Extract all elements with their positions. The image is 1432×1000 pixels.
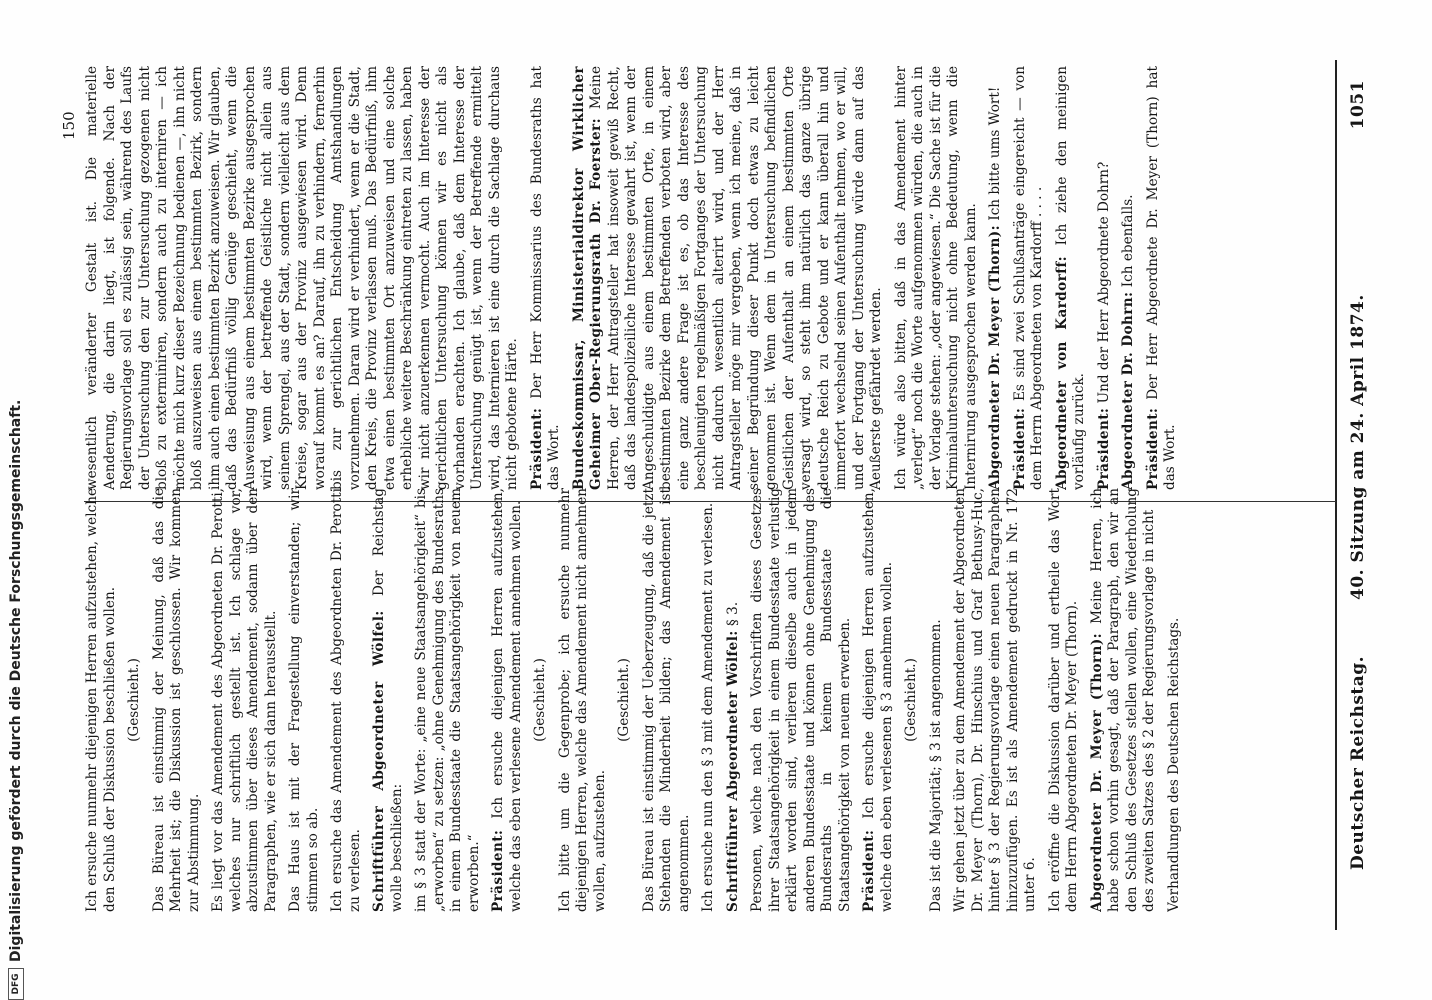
- paragraph: [1145, 66, 1180, 490]
- paragraph-text: (Geschieht.): [532, 658, 548, 742]
- paragraph-text: Ich bitte um die Gegenprobe; ich ersuche nunmehr diejenigen Herren, welche das Amendement nicht annehmen wollen, aufzustehen.: [556, 488, 608, 912]
- header-center: 40. Sitzung am 24. April 1874.: [1348, 294, 1368, 600]
- speaker-name: Abgeordneter Dr. Dohrn:: [1120, 291, 1136, 490]
- paragraph-text: Der Reichstag wolle beschließen:: [371, 488, 405, 912]
- page-header: [1348, 70, 1378, 930]
- paragraph: [641, 488, 694, 912]
- speaker-name: Abgeordneter Dr. Meyer (Thorn):: [987, 225, 1003, 490]
- paragraph: [1096, 66, 1114, 490]
- header-left: Deutscher Reichstag.: [1348, 655, 1368, 870]
- stage-direction: [903, 488, 921, 912]
- paragraph-text: (Geschieht.): [126, 658, 142, 742]
- paragraph: [928, 488, 946, 912]
- speaker-name: Präsident:: [861, 829, 877, 912]
- sheet-number: 150: [60, 111, 78, 140]
- paragraph-text: Ich ebenfalls.: [1120, 194, 1136, 288]
- paragraph: [700, 488, 718, 912]
- paragraph-text: Ich ersuche diejenigen Herren aufzustehen, welche das eben verlesene Amendement annehmen wollen.: [490, 488, 524, 912]
- paragraph-text: Meine Herren, ich habe schon vorhin gesagt, daß der Paragraph, den wir an den Schluß des Gesetzes stellen wollen, eine Wiederholung des zweiten Satzes des § 2 der Regierungsvorlage in nicht: [1088, 488, 1157, 912]
- paragraph: [151, 488, 204, 912]
- paragraph: [329, 488, 364, 912]
- paragraph: [1054, 66, 1089, 490]
- paragraph: [413, 488, 483, 912]
- paragraph: [1047, 488, 1082, 912]
- paragraph: [84, 488, 119, 912]
- paragraph: [1120, 66, 1138, 490]
- paragraph-text: Ich ersuche das Amendement des Abgeordneten Dr. Perotti zu verlesen.: [329, 488, 363, 912]
- paragraph-text: Es sind zwei Schlußanträge eingereicht — von dem Herrn Abgeordneten von Kardorff . . . .: [1011, 66, 1045, 490]
- paragraph-text: (Geschieht.): [616, 658, 632, 742]
- credit-line: [8, 0, 24, 1000]
- paragraph: [84, 66, 522, 490]
- paragraph-text: Das Büreau ist einstimmig der Ueberzeugung, daß die jetzt Stehenden die Minderheit bilden; das Amendement ist angenommen.: [640, 488, 692, 912]
- speaker-name: Schriftführer Abgeordneter Wölfel:: [724, 630, 741, 912]
- stage-direction: [126, 488, 144, 912]
- paragraph-text: Ich bitte ums Wort!: [987, 86, 1003, 221]
- speaker-name: Präsident:: [1144, 407, 1161, 490]
- paragraph-text: Wir gehen jetzt über zu dem Amendement der Abgeordneten Dr. Meyer (Thorn), Dr. Hinschius und Graf Bethusy-Huc, hinter § 3 der Regierungsvorlage einen neuen Paragraphen hinzuzufügen. Es ist als Amendement gedruckt in Nr. 172 unter 6.: [952, 488, 1038, 912]
- speaker-name: Bundeskommissar, Ministerialdirektor Wirklicher Geheimer Ober-Regierungsrath Dr. Foerster:: [570, 66, 604, 490]
- paragraph-text: Das Büreau ist einstimmig der Meinung, daß das die Mehrheit ist; die Diskussion ist geschlossen. Wir kommen zur Abstimmung.: [150, 488, 202, 912]
- speaker-name: Abgeordneter von Kardorff:: [1053, 255, 1070, 490]
- paragraph: [1012, 66, 1047, 490]
- paragraph-text: (Geschieht.): [903, 658, 919, 742]
- paragraph: [490, 488, 525, 912]
- paragraph-text: § 3.: [724, 601, 741, 626]
- speaker-name: Präsident:: [528, 407, 545, 490]
- speaker-name: Schriftführer Abgeordneter Wölfel:: [371, 610, 387, 912]
- paragraph: [987, 66, 1005, 490]
- paragraph-text: Das Haus ist mit der Fragestellung einverstanden; wir stimmen so ab.: [287, 488, 321, 912]
- paragraph-text: Ich ersuche nunmehr diejenigen Herren aufzustehen, welche den Schluß der Diskussion beschließen wollen.: [84, 488, 118, 912]
- header-page-number: 1051: [1348, 80, 1368, 130]
- paragraph-text: Ich eröffne die Diskussion darüber und ertheile das Wort dem Herrn Abgeordneten Dr. Meyer (Thorn).: [1046, 488, 1080, 912]
- left-column: [84, 488, 1327, 912]
- paragraph-text: Es liegt vor das Amendement des Abgeordneten Dr. Perotti, welches nur schriftlich gestellt ist. Ich schlage vor, abzustimmen über dieses Amendement, sodann über den Paragraphen, wie er sich dann herausstellt.: [210, 488, 279, 912]
- paragraph: [210, 488, 280, 912]
- stage-direction: [532, 488, 550, 912]
- paragraph-text: Ich ersuche diejenigen Herren aufzustehen, welche den eben verlesenen § 3 annehmen wollen.: [861, 488, 895, 912]
- stage-direction: [616, 488, 634, 912]
- dfg-logo-icon: DFG: [8, 968, 24, 1000]
- paragraph-text: im § 3 statt der Worte: „eine neue Staatsangehörigkeit“ bis „erworben“ zu setzen: „ohne Genehmigung des Bundesraths in einem Bundesstaate die Staatsangehörigkeit von neuem erworben.“: [413, 488, 482, 912]
- paragraph-text: Der Herr Abgeordnete Dr. Meyer (Thorn) hat das Wort.: [1144, 66, 1178, 490]
- right-column: [84, 66, 1327, 490]
- paragraph-text: wesentlich veränderter Gestalt ist. Die materielle Aenderung, die darin liegt, ist folgende. Nach der Regierungsvorlage soll es zulässig sein, während des Laufs der Untersuchung den zur Untersuchung gezogenen nicht bloß zu exterminiren, sondern auch zu interniren — ich möchte mich kurz dieser Bezeichnung bedienen —, ihn nicht bloß auszuweisen aus einem bestimmten Bezirk, sondern ihm auch einen bestimmten Bezirk anzuweisen. Wir glauben, daß das Bedürfniß völlig Genüge geschieht, wenn die Ausweisung aus einem bestimmten Bezirke ausgesprochen wird, wenn der betreffende Geistliche nicht allein aus seinem Sprengel, aus der Stadt, sondern vielleicht aus dem Kreise, sogar aus der Provinz ausgewiesen wird. Denn worauf kommt es an? Darauf, ihn zu verhindern, fernerhin bis zur gerichtlichen Entscheidung Amtshandlungen vorzunehmen. Daran wird er verhindert, wenn er die Stadt, den Kreis, die Provinz verlassen muß. Das Bedürfniß, ihm etwa einen bestimmten Ort anzuweisen und eine solche erhebliche weitere Beschränkung eintreten zu lassen, haben wir nicht anzuerkennen vermocht. Auch im Interesse der gerichtlichen Untersuchung können wir es nicht als vorhanden erachten. Ich glaube, daß dem Interesse der Untersuchung genügt ist, wenn der Betreffende ermittelt wird, das Internieren ist eine durch die Sachlage durchaus nicht gebotene Härte.: [84, 66, 520, 490]
- paragraph: [529, 66, 564, 490]
- paragraph: [725, 488, 743, 912]
- paragraph: [371, 488, 406, 912]
- paragraph: [571, 66, 886, 490]
- speaker-name: Präsident:: [490, 829, 506, 912]
- paragraph: [1089, 488, 1159, 912]
- paragraph-text: Ich ersuche nun den § 3 mit dem Amendement zu verlesen.: [700, 502, 716, 912]
- paragraph: [952, 488, 1040, 912]
- paragraph-text: Der Herr Kommissarius des Bundesraths hat das Wort.: [528, 66, 562, 490]
- paragraph: [287, 488, 322, 912]
- speaker-name: Abgeordneter Dr. Meyer (Thorn):: [1088, 632, 1105, 912]
- paragraph: [893, 66, 981, 490]
- paragraph-text: Personen, welche nach den Vorschriften dieses Gesetzes ihrer Staatsangehörigkeit in einem Bundesstaate verlustig erklärt worden sind, verlieren dieselbe auch in jedem anderen Bundesstaate und können ohne Genehmigung des Bundesraths in keinem Bundesstaate die Staatsangehörigkeit von neuem erwerben.: [749, 488, 853, 912]
- paragraph: [861, 488, 896, 912]
- speaker-name: Präsident:: [1011, 407, 1028, 490]
- paragraph-text: Meine Herren, der Herr Antragsteller hat insoweit gewiß Recht, daß das landespolizeiliche Interesse gewahrt ist, wenn der Angeschuldigte aus einem bestimmten Orte, in einem bestimmten Bezirke dem Betreffenden verboten wird, aber eine ganz andere Frage ist es, ob das Interesse des beschleunigten regelmäßigen Fortganges der Untersuchung nicht dadurch wesentlich alterirt wird, und der Herr Antragsteller möge mir vergeben, wenn ich meine, daß in seiner Begründung dieser Punkt doch etwas zu leicht genommen ist. Wenn dem in Untersuchung befindlichen Geistlichen der Aufenthalt an einem bestimmten Orte versagt wird, so steht ihm natürlich das ganze übrige deutsche Reich zu Gebote und er kann überall hin und immerfort wechselnd seinen Aufenthalt nehmen, wo er will, und der Fortgang der Untersuchung würde dann auf das Aeußerste gefährdet werden.: [588, 66, 884, 490]
- paragraph-text: Ich würde also bitten, daß in das Amendement hinter „verlegt“ noch die Worte aufgenommen würden, die auch in der Vorlage stehen: „oder angewiesen.“ Die Sache ist für die Kriminaluntersuchung nicht ohne Bedeutung, wenn die Internirung ausgesprochen werden kann.: [892, 66, 979, 490]
- paragraph-text: Ich ziehe den meinigen vorläufig zurück.: [1053, 66, 1087, 490]
- paragraph-text: Und der Herr Abgeordnete Dohrn?: [1095, 161, 1112, 404]
- paragraph: [1166, 488, 1184, 912]
- paragraph: [749, 488, 854, 912]
- header-rule: [1335, 60, 1337, 930]
- credit-text: Digitalisierung gefördert durch die Deutsche Forschungsgemeinschaft.: [8, 399, 24, 962]
- paragraph-text: Das ist die Majorität; § 3 ist angenommen.: [927, 619, 944, 912]
- paragraph: [557, 488, 610, 912]
- paragraph-text: Verhandlungen des Deutschen Reichstags.: [1165, 617, 1182, 912]
- speaker-name: Präsident:: [1095, 407, 1112, 490]
